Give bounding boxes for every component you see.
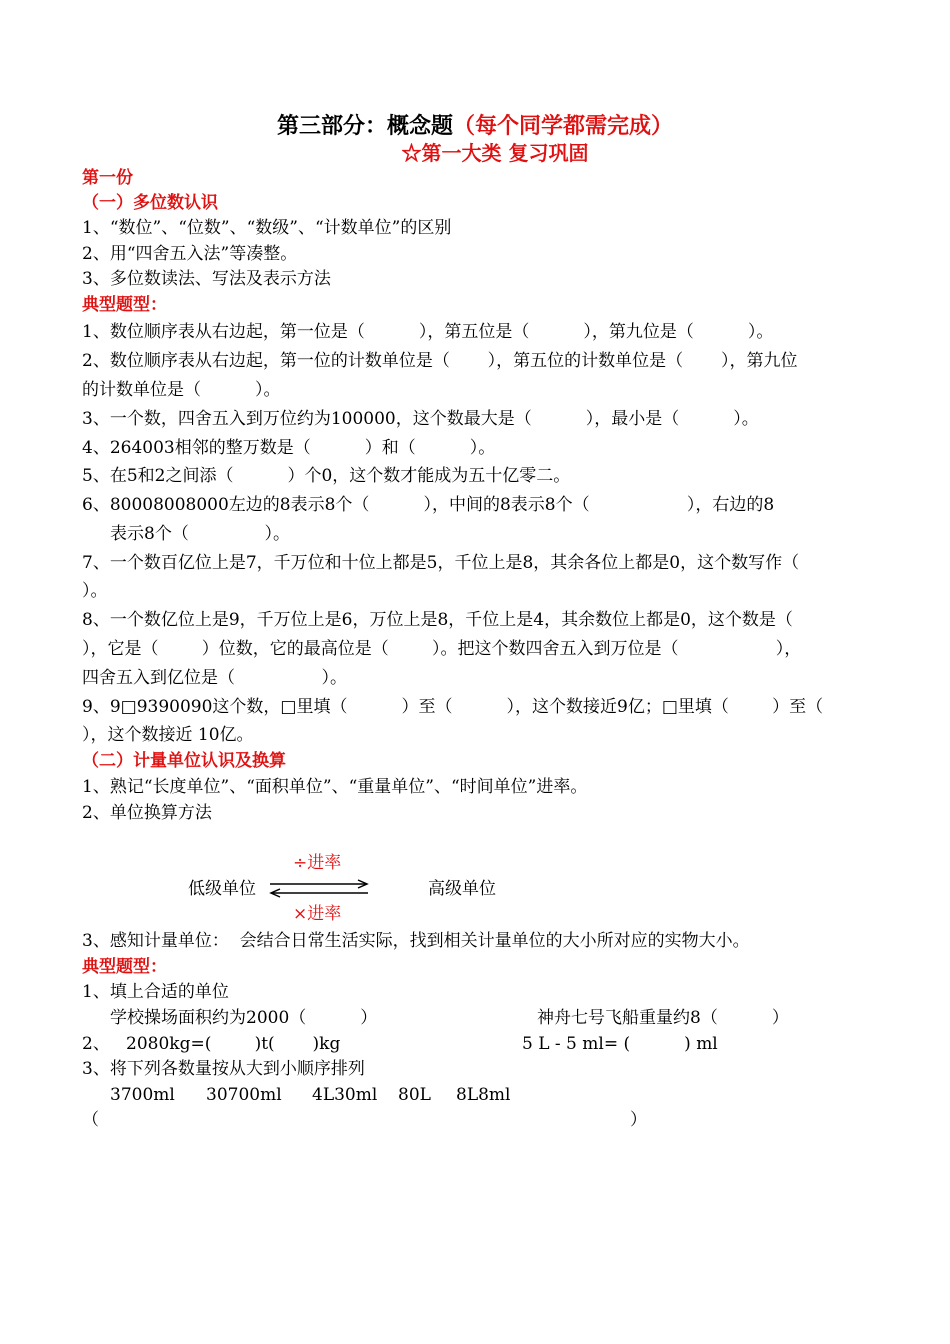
task-3-answer-open: （	[82, 1110, 99, 1130]
task-3-item: 4L30ml	[312, 1085, 378, 1105]
question-3: 3、一个数，四舍五入到万位约为100000，这个数最大是（ ），最小是（ ）。	[82, 409, 759, 429]
diagram-top-label: ÷进率	[293, 853, 342, 873]
task-2-b: 5 L - 5 ml= ( ) ml	[522, 1034, 718, 1054]
task-3-item: 8L8ml	[456, 1085, 511, 1105]
section-2-point-2: 2、单位换算方法	[82, 803, 212, 823]
task-3-item: 3700ml	[110, 1085, 175, 1105]
question-9-line-2: ），这个数接近 10亿。	[82, 725, 254, 745]
task-3: 3、将下列各数量按从大到小顺序排列	[82, 1059, 365, 1079]
diagram-right-label: 高级单位	[428, 879, 496, 899]
question-7-line-2: ）。	[82, 581, 108, 601]
section-1-point-1: 1、“数位”、“位数”、“数级”、“计数单位”的区别	[82, 218, 452, 238]
section-1-point-2: 2、用“四舍五入法”等凑整。	[82, 244, 298, 264]
question-8-line-3: 四舍五入到亿位是（ ）。	[82, 668, 347, 688]
title-red: （每个同学都需完成）	[453, 113, 674, 139]
page-title	[0, 112, 950, 140]
section-1-title: （一）多位数认识	[82, 193, 218, 213]
diagram-left-label: 低级单位	[188, 879, 256, 899]
question-4: 4、264003相邻的整万数是（ ）和（ ）。	[82, 438, 496, 458]
question-9-line-1: 9、9□9390090这个数，□里填（ ）至（ ），这个数接近9亿；□里填（ ）至（	[82, 697, 824, 717]
section-2-point-1: 1、熟记“长度单位”、“面积单位”、“重量单位”、“时间单位”进率。	[82, 777, 588, 797]
task-2-a: 2、 2080kg=( )t( )kg	[82, 1034, 341, 1054]
page-subtitle: ☆第一大类 复习巩固	[401, 141, 589, 165]
part-label: 第一份	[82, 168, 133, 188]
task-1-b: 神舟七号飞船重量约8（ ）	[537, 1008, 789, 1028]
conversion-arrows-icon	[268, 876, 372, 900]
question-8-line-2: ），它是（ ）位数，它的最高位是（ ）。把这个数四舍五入到万位是（ ），	[82, 639, 802, 659]
section-1-point-3: 3、多位数读法、写法及表示方法	[82, 269, 331, 289]
question-8-line-1: 8、一个数亿位上是9，千万位上是6，万位上是8，千位上是4，其余数位上都是0，这个数是（	[82, 610, 793, 630]
question-2-line-2: 的计数单位是（ ）。	[82, 380, 281, 400]
section-2-point-3: 3、感知计量单位： 会结合日常生活实际，找到相关计量单位的大小所对应的实物大小。	[82, 931, 750, 951]
question-6-line-1: 6、80008008000左边的8表示8个（ ），中间的8表示8个（ ），右边的8	[82, 495, 775, 515]
task-1: 1、填上合适的单位	[82, 982, 229, 1002]
question-2-line-1: 2、数位顺序表从右边起，第一位的计数单位是（ ），第五位的计数单位是（ ），第九位	[82, 351, 798, 371]
question-1: 1、数位顺序表从右边起，第一位是（ ），第五位是（ ），第九位是（ ）。	[82, 322, 774, 342]
section-2-title: （二）计量单位认识及换算	[82, 751, 286, 771]
question-5: 5、在5和2之间添（ ）个0，这个数才能成为五十亿零二。	[82, 466, 571, 486]
task-1-a: 学校操场面积约为2000（ ）	[110, 1008, 378, 1028]
task-3-item: 80L	[398, 1085, 431, 1105]
typical-label-2: 典型题型：	[82, 957, 167, 977]
typical-label: 典型题型：	[82, 295, 167, 315]
task-3-item: 30700ml	[206, 1085, 282, 1105]
title-black: 第三部分：概念题	[276, 113, 453, 139]
diagram-bottom-label: ×进率	[293, 904, 342, 924]
task-3-answer-close: ）	[630, 1110, 647, 1130]
question-6-line-2: 表示8个（ ）。	[110, 524, 290, 544]
question-7-line-1: 7、一个数百亿位上是7，千万位和十位上都是5，千位上是8，其余各位上都是0，这个数写作（	[82, 553, 800, 573]
